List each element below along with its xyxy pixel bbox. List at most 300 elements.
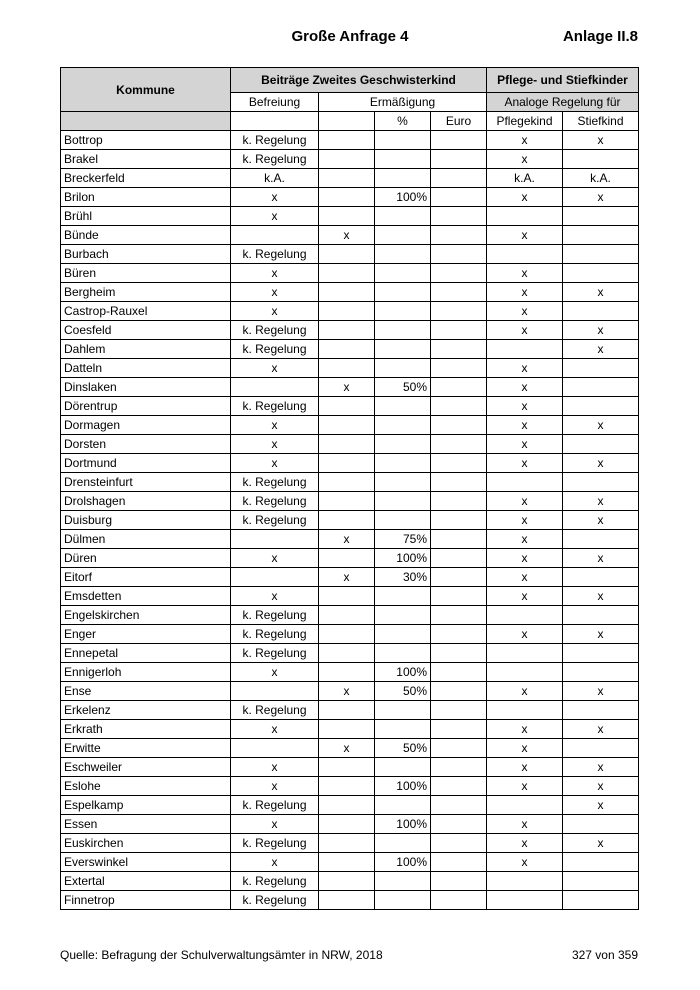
table-row [61, 340, 639, 359]
cell-stiefkind [563, 359, 639, 378]
cell-ermaessigung-euro [431, 853, 487, 872]
header-cell-empty [319, 112, 375, 131]
cell-kommune: Dormagen [61, 416, 231, 435]
cell-stiefkind: x [563, 188, 639, 207]
page-title: Große Anfrage 4 [291, 28, 409, 45]
cell-ermaessigung-euro [431, 625, 487, 644]
cell-pflegekind: x [487, 549, 563, 568]
cell-ermaessigung-percent [375, 264, 431, 283]
cell-kommune: Engelskirchen [61, 606, 231, 625]
cell-ermaessigung-euro [431, 321, 487, 340]
cell-pflegekind [487, 796, 563, 815]
cell-stiefkind [563, 872, 639, 891]
table-row [61, 663, 639, 682]
cell-befreiung: x [231, 302, 319, 321]
cell-ermaessigung-percent: 50% [375, 378, 431, 397]
cell-ermaessigung-percent: 50% [375, 739, 431, 758]
cell-ermaessigung-euro [431, 796, 487, 815]
cell-ermaessigung-flag [319, 416, 375, 435]
cell-ermaessigung-euro [431, 663, 487, 682]
cell-stiefkind: x [563, 416, 639, 435]
cell-kommune: Dülmen [61, 530, 231, 549]
cell-kommune: Ennepetal [61, 644, 231, 663]
cell-kommune: Burbach [61, 245, 231, 264]
cell-stiefkind: x [563, 796, 639, 815]
cell-stiefkind [563, 701, 639, 720]
cell-ermaessigung-percent: 30% [375, 568, 431, 587]
cell-ermaessigung-percent [375, 625, 431, 644]
cell-pflegekind: x [487, 416, 563, 435]
table-row [61, 815, 639, 834]
cell-stiefkind [563, 150, 639, 169]
cell-ermaessigung-euro [431, 720, 487, 739]
cell-ermaessigung-percent: 100% [375, 815, 431, 834]
cell-kommune: Castrop-Rauxel [61, 302, 231, 321]
cell-ermaessigung-euro [431, 150, 487, 169]
cell-ermaessigung-percent [375, 131, 431, 150]
cell-pflegekind: x [487, 720, 563, 739]
cell-kommune: Espelkamp [61, 796, 231, 815]
cell-ermaessigung-percent: 100% [375, 777, 431, 796]
cell-pflegekind: k.A. [487, 169, 563, 188]
cell-ermaessigung-percent: 100% [375, 853, 431, 872]
table-row [61, 454, 639, 473]
cell-stiefkind [563, 378, 639, 397]
cell-kommune: Everswinkel [61, 853, 231, 872]
cell-ermaessigung-euro [431, 872, 487, 891]
cell-stiefkind: x [563, 720, 639, 739]
cell-kommune: Ennigerloh [61, 663, 231, 682]
cell-kommune: Büren [61, 264, 231, 283]
cell-befreiung: k. Regelung [231, 606, 319, 625]
cell-stiefkind: x [563, 454, 639, 473]
cell-stiefkind: x [563, 682, 639, 701]
cell-befreiung: k. Regelung [231, 473, 319, 492]
cell-ermaessigung-percent [375, 644, 431, 663]
cell-ermaessigung-flag [319, 625, 375, 644]
cell-befreiung: x [231, 454, 319, 473]
cell-befreiung: x [231, 587, 319, 606]
cell-ermaessigung-flag [319, 891, 375, 910]
cell-befreiung: x [231, 207, 319, 226]
column-header-befreiung: Befreiung [231, 93, 319, 112]
column-header-percent: % [375, 112, 431, 131]
cell-kommune: Dinslaken [61, 378, 231, 397]
cell-stiefkind: x [563, 587, 639, 606]
cell-ermaessigung-euro [431, 454, 487, 473]
cell-ermaessigung-euro [431, 378, 487, 397]
cell-ermaessigung-flag [319, 340, 375, 359]
cell-stiefkind [563, 606, 639, 625]
cell-ermaessigung-percent [375, 207, 431, 226]
cell-ermaessigung-flag [319, 834, 375, 853]
cell-ermaessigung-flag [319, 758, 375, 777]
cell-ermaessigung-percent [375, 150, 431, 169]
cell-ermaessigung-flag [319, 264, 375, 283]
cell-stiefkind [563, 226, 639, 245]
cell-kommune: Erkelenz [61, 701, 231, 720]
cell-stiefkind: x [563, 511, 639, 530]
cell-befreiung [231, 739, 319, 758]
cell-kommune: Euskirchen [61, 834, 231, 853]
table-row [61, 511, 639, 530]
cell-ermaessigung-flag [319, 606, 375, 625]
table-row [61, 435, 639, 454]
cell-pflegekind: x [487, 188, 563, 207]
cell-pflegekind: x [487, 150, 563, 169]
cell-kommune: Ense [61, 682, 231, 701]
cell-stiefkind: x [563, 549, 639, 568]
cell-ermaessigung-euro [431, 682, 487, 701]
cell-ermaessigung-percent: 50% [375, 682, 431, 701]
table-row [61, 207, 639, 226]
cell-ermaessigung-percent [375, 720, 431, 739]
table-row [61, 625, 639, 644]
page-header [0, 28, 700, 48]
cell-pflegekind [487, 207, 563, 226]
cell-pflegekind [487, 606, 563, 625]
cell-befreiung [231, 226, 319, 245]
cell-befreiung: k. Regelung [231, 796, 319, 815]
table-row [61, 473, 639, 492]
cell-ermaessigung-flag [319, 587, 375, 606]
cell-pflegekind: x [487, 321, 563, 340]
cell-ermaessigung-euro [431, 169, 487, 188]
column-header-ermaessigung: Ermäßigung [319, 93, 487, 112]
cell-ermaessigung-percent [375, 606, 431, 625]
table-row [61, 720, 639, 739]
cell-ermaessigung-euro [431, 435, 487, 454]
cell-ermaessigung-flag: x [319, 226, 375, 245]
cell-ermaessigung-flag [319, 397, 375, 416]
cell-ermaessigung-flag [319, 454, 375, 473]
cell-kommune: Dortmund [61, 454, 231, 473]
cell-pflegekind: x [487, 682, 563, 701]
table-row [61, 397, 639, 416]
cell-befreiung: k. Regelung [231, 340, 319, 359]
cell-stiefkind [563, 207, 639, 226]
table-row [61, 568, 639, 587]
cell-stiefkind: x [563, 777, 639, 796]
table-row [61, 302, 639, 321]
cell-ermaessigung-euro [431, 340, 487, 359]
column-header-pflegekind: Pflegekind [487, 112, 563, 131]
table-row [61, 150, 639, 169]
cell-ermaessigung-euro [431, 777, 487, 796]
cell-kommune: Bottrop [61, 131, 231, 150]
cell-befreiung: x [231, 416, 319, 435]
cell-ermaessigung-percent [375, 587, 431, 606]
cell-pflegekind: x [487, 454, 563, 473]
cell-ermaessigung-euro [431, 416, 487, 435]
cell-ermaessigung-flag [319, 663, 375, 682]
cell-ermaessigung-euro [431, 587, 487, 606]
cell-ermaessigung-flag [319, 207, 375, 226]
cell-stiefkind [563, 302, 639, 321]
cell-kommune: Coesfeld [61, 321, 231, 340]
cell-pflegekind [487, 872, 563, 891]
cell-ermaessigung-flag [319, 359, 375, 378]
cell-ermaessigung-flag [319, 283, 375, 302]
table-row [61, 131, 639, 150]
cell-kommune: Bergheim [61, 283, 231, 302]
cell-pflegekind: x [487, 378, 563, 397]
cell-kommune: Brilon [61, 188, 231, 207]
cell-stiefkind: x [563, 758, 639, 777]
cell-pflegekind [487, 701, 563, 720]
table-row [61, 701, 639, 720]
cell-ermaessigung-flag [319, 720, 375, 739]
cell-kommune: Eschweiler [61, 758, 231, 777]
table-row [61, 245, 639, 264]
cell-ermaessigung-percent [375, 169, 431, 188]
cell-ermaessigung-percent [375, 302, 431, 321]
cell-pflegekind: x [487, 264, 563, 283]
cell-befreiung: x [231, 188, 319, 207]
cell-ermaessigung-flag [319, 777, 375, 796]
table-row [61, 492, 639, 511]
cell-befreiung: k. Regelung [231, 701, 319, 720]
header-row-1 [61, 68, 639, 93]
cell-ermaessigung-percent [375, 416, 431, 435]
cell-kommune: Datteln [61, 359, 231, 378]
table-row [61, 264, 639, 283]
cell-befreiung: k. Regelung [231, 872, 319, 891]
table-row [61, 169, 639, 188]
cell-befreiung: k.A. [231, 169, 319, 188]
cell-ermaessigung-euro [431, 511, 487, 530]
cell-ermaessigung-flag: x [319, 378, 375, 397]
cell-ermaessigung-flag [319, 511, 375, 530]
cell-stiefkind [563, 663, 639, 682]
table-body [61, 131, 639, 910]
cell-ermaessigung-flag [319, 131, 375, 150]
cell-ermaessigung-flag [319, 150, 375, 169]
cell-pflegekind [487, 644, 563, 663]
cell-ermaessigung-flag [319, 169, 375, 188]
cell-stiefkind: x [563, 131, 639, 150]
cell-befreiung: x [231, 663, 319, 682]
cell-pflegekind: x [487, 226, 563, 245]
cell-ermaessigung-percent [375, 340, 431, 359]
table-row [61, 359, 639, 378]
cell-befreiung: k. Regelung [231, 511, 319, 530]
cell-stiefkind [563, 568, 639, 587]
column-header-kommune: Kommune [61, 68, 231, 112]
cell-ermaessigung-flag [319, 188, 375, 207]
appendix-label: Anlage II.8 [562, 28, 638, 45]
table-row [61, 530, 639, 549]
cell-pflegekind: x [487, 283, 563, 302]
cell-ermaessigung-flag: x [319, 739, 375, 758]
cell-befreiung: x [231, 264, 319, 283]
cell-ermaessigung-flag [319, 853, 375, 872]
cell-befreiung: k. Regelung [231, 625, 319, 644]
page-number: 327 von 359 [571, 948, 638, 962]
cell-befreiung: x [231, 720, 319, 739]
cell-ermaessigung-flag [319, 644, 375, 663]
cell-ermaessigung-percent [375, 435, 431, 454]
cell-ermaessigung-euro [431, 815, 487, 834]
cell-stiefkind [563, 644, 639, 663]
cell-ermaessigung-euro [431, 131, 487, 150]
cell-pflegekind: x [487, 625, 563, 644]
cell-kommune: Finnetrop [61, 891, 231, 910]
header-cell-empty [61, 112, 231, 131]
header-row-3 [61, 112, 639, 131]
cell-ermaessigung-flag [319, 549, 375, 568]
cell-befreiung [231, 378, 319, 397]
cell-pflegekind: x [487, 131, 563, 150]
kommune-table [60, 67, 639, 910]
group-header-pflege-stiefkinder: Pflege- und Stiefkinder [487, 68, 639, 93]
cell-befreiung [231, 682, 319, 701]
cell-ermaessigung-euro [431, 891, 487, 910]
cell-kommune: Eitorf [61, 568, 231, 587]
cell-befreiung: x [231, 758, 319, 777]
cell-ermaessigung-euro [431, 549, 487, 568]
cell-ermaessigung-percent [375, 511, 431, 530]
cell-ermaessigung-percent [375, 359, 431, 378]
column-header-euro: Euro [431, 112, 487, 131]
cell-kommune: Breckerfeld [61, 169, 231, 188]
cell-pflegekind: x [487, 853, 563, 872]
cell-ermaessigung-percent [375, 796, 431, 815]
cell-kommune: Eslohe [61, 777, 231, 796]
table-row [61, 872, 639, 891]
cell-stiefkind: x [563, 625, 639, 644]
cell-ermaessigung-percent [375, 758, 431, 777]
cell-pflegekind: x [487, 568, 563, 587]
cell-ermaessigung-euro [431, 739, 487, 758]
cell-ermaessigung-flag [319, 302, 375, 321]
cell-ermaessigung-euro [431, 226, 487, 245]
cell-ermaessigung-percent: 75% [375, 530, 431, 549]
cell-ermaessigung-euro [431, 359, 487, 378]
cell-pflegekind [487, 663, 563, 682]
source-note: Quelle: Befragung der Schulverwaltungsämter in NRW, 2018 [60, 948, 383, 962]
table-row [61, 796, 639, 815]
cell-pflegekind [487, 473, 563, 492]
column-header-analoge-regelung: Analoge Regelung für [487, 93, 639, 112]
cell-befreiung: k. Regelung [231, 397, 319, 416]
cell-kommune: Bünde [61, 226, 231, 245]
cell-pflegekind [487, 340, 563, 359]
cell-pflegekind: x [487, 511, 563, 530]
cell-ermaessigung-percent [375, 492, 431, 511]
cell-befreiung: k. Regelung [231, 245, 319, 264]
cell-stiefkind [563, 245, 639, 264]
cell-stiefkind: k.A. [563, 169, 639, 188]
cell-befreiung: k. Regelung [231, 321, 319, 340]
cell-befreiung: x [231, 435, 319, 454]
cell-ermaessigung-euro [431, 530, 487, 549]
cell-ermaessigung-percent [375, 283, 431, 302]
cell-ermaessigung-percent [375, 245, 431, 264]
cell-ermaessigung-flag [319, 701, 375, 720]
cell-ermaessigung-euro [431, 188, 487, 207]
cell-ermaessigung-percent [375, 701, 431, 720]
cell-kommune: Dorsten [61, 435, 231, 454]
cell-ermaessigung-euro [431, 473, 487, 492]
cell-ermaessigung-percent [375, 454, 431, 473]
cell-stiefkind [563, 891, 639, 910]
cell-stiefkind: x [563, 834, 639, 853]
cell-ermaessigung-euro [431, 397, 487, 416]
cell-pflegekind: x [487, 492, 563, 511]
cell-ermaessigung-percent [375, 891, 431, 910]
cell-ermaessigung-flag [319, 492, 375, 511]
cell-befreiung [231, 530, 319, 549]
cell-ermaessigung-euro [431, 492, 487, 511]
cell-befreiung: k. Regelung [231, 131, 319, 150]
cell-stiefkind: x [563, 340, 639, 359]
cell-befreiung: x [231, 853, 319, 872]
table-row [61, 891, 639, 910]
cell-ermaessigung-flag [319, 321, 375, 340]
table-row [61, 739, 639, 758]
table-row [61, 606, 639, 625]
cell-pflegekind: x [487, 435, 563, 454]
cell-ermaessigung-flag [319, 872, 375, 891]
table-row [61, 188, 639, 207]
table-row [61, 416, 639, 435]
cell-stiefkind: x [563, 321, 639, 340]
cell-stiefkind: x [563, 283, 639, 302]
cell-kommune: Dörentrup [61, 397, 231, 416]
cell-kommune: Erwitte [61, 739, 231, 758]
cell-kommune: Erkrath [61, 720, 231, 739]
cell-kommune: Dahlem [61, 340, 231, 359]
cell-kommune: Enger [61, 625, 231, 644]
cell-befreiung: x [231, 815, 319, 834]
column-header-stiefkind: Stiefkind [563, 112, 639, 131]
cell-ermaessigung-euro [431, 283, 487, 302]
cell-stiefkind [563, 435, 639, 454]
table-row [61, 283, 639, 302]
cell-kommune: Drensteinfurt [61, 473, 231, 492]
table-row [61, 226, 639, 245]
cell-stiefkind: x [563, 492, 639, 511]
cell-ermaessigung-percent [375, 834, 431, 853]
table-row [61, 321, 639, 340]
cell-ermaessigung-euro [431, 264, 487, 283]
cell-befreiung: x [231, 283, 319, 302]
cell-ermaessigung-euro [431, 701, 487, 720]
cell-ermaessigung-percent: 100% [375, 188, 431, 207]
cell-stiefkind [563, 739, 639, 758]
cell-befreiung: k. Regelung [231, 834, 319, 853]
cell-pflegekind: x [487, 834, 563, 853]
cell-pflegekind: x [487, 777, 563, 796]
cell-stiefkind [563, 815, 639, 834]
cell-befreiung: x [231, 359, 319, 378]
group-header-geschwisterkind: Beiträge Zweites Geschwisterkind [231, 68, 487, 93]
cell-pflegekind: x [487, 530, 563, 549]
cell-kommune: Duisburg [61, 511, 231, 530]
cell-ermaessigung-flag [319, 815, 375, 834]
header-cell-empty [231, 112, 319, 131]
table-row [61, 587, 639, 606]
cell-stiefkind [563, 264, 639, 283]
cell-ermaessigung-flag [319, 435, 375, 454]
cell-ermaessigung-euro [431, 207, 487, 226]
cell-pflegekind [487, 245, 563, 264]
cell-ermaessigung-euro [431, 302, 487, 321]
cell-ermaessigung-percent [375, 321, 431, 340]
cell-pflegekind: x [487, 739, 563, 758]
cell-ermaessigung-flag: x [319, 568, 375, 587]
